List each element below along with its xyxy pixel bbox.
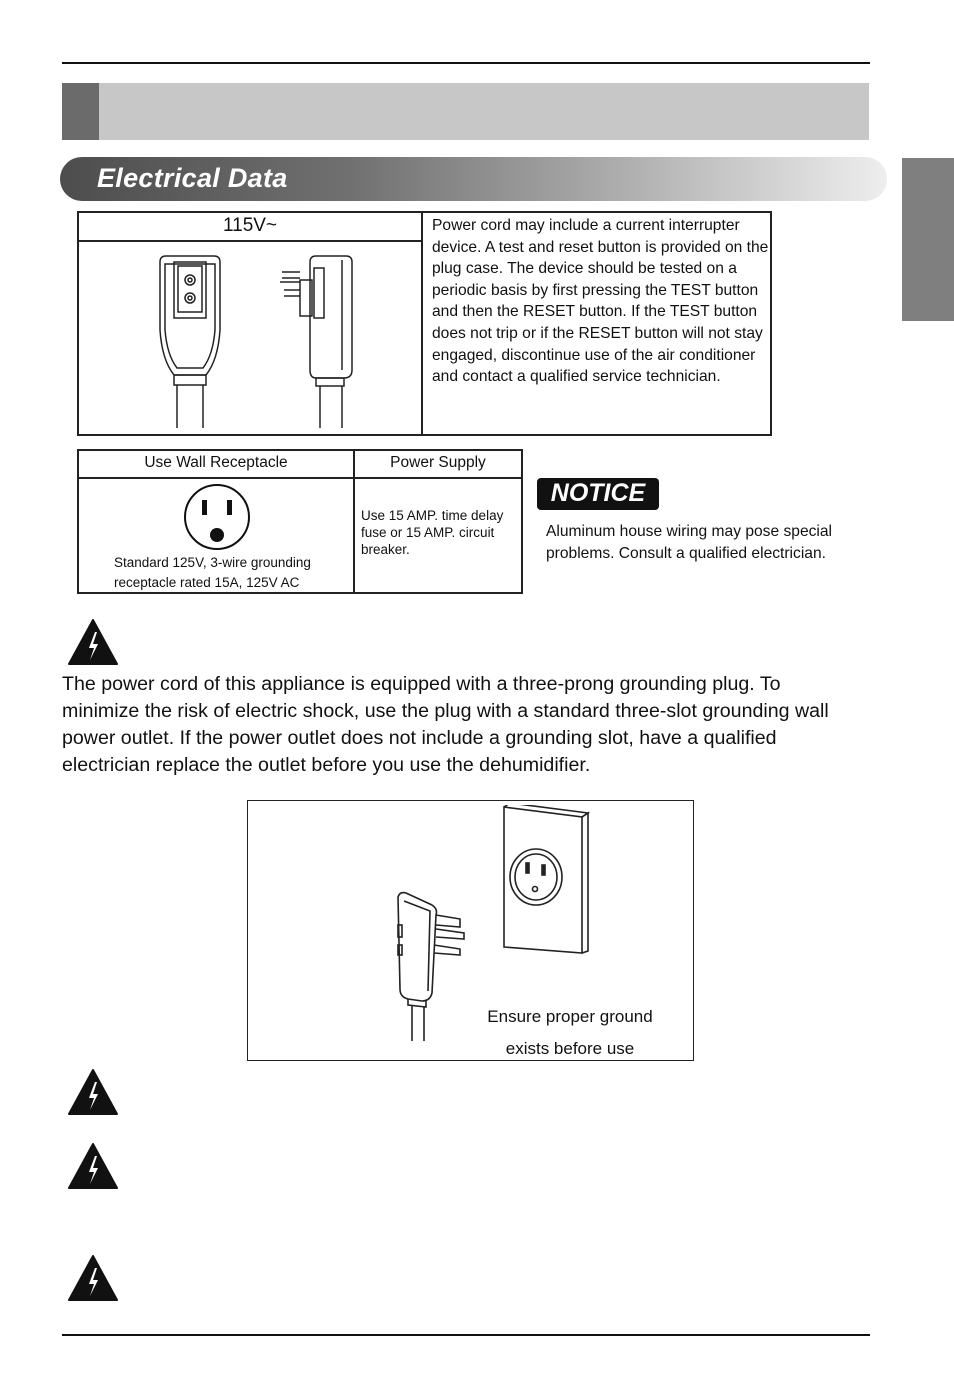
electric-shock-warning-icon xyxy=(67,1142,119,1190)
receptacle-caption: Standard 125V, 3-wire grounding receptacle rated 15A, 125V AC xyxy=(114,555,311,590)
power-supply-text: Use 15 AMP. time delay fuse or 15 AMP. circuit breaker. xyxy=(361,508,504,557)
plug-description: Power cord may include a current interrupter device. A test and reset button is provided on the plug case. The device should be tested on a periodic basis by first pressing the TEST button and then the RESET button. If the TEST button does not trip or if the RESET button will not stay engaged, discontinue use of the air conditioner and contact a qualified service technician. xyxy=(432,217,769,386)
receptacle-table-header-rule xyxy=(77,477,523,479)
plug-table-header-rule xyxy=(77,240,423,242)
grounding-paragraph: The power cord of this appliance is equipped with a three-prong grounding plug. To minimize the risk of electric shock, use the plug with a standard three-slot grounding wall power outlet. If the power outlet does not include a grounding slot, have a qualified electrician replace the outlet before you use the dehumidifier. xyxy=(62,673,829,776)
wall-receptacle-icon xyxy=(181,483,253,555)
notice-text: Aluminum house wiring may pose special problems. Consult a qualified electrician. xyxy=(546,523,833,562)
figure-caption-line-1: Ensure proper ground xyxy=(487,1007,653,1026)
section-title: Electrical Data xyxy=(97,163,288,193)
header-band xyxy=(62,83,869,140)
side-tab xyxy=(902,158,954,321)
power-supply-header: Power Supply xyxy=(390,454,486,471)
top-rule xyxy=(62,62,870,64)
figure-caption-line-2: exists before use xyxy=(505,1039,635,1058)
figure-caption xyxy=(460,1001,680,1065)
electric-shock-warning-icon xyxy=(67,1068,119,1116)
bottom-rule xyxy=(62,1334,870,1336)
plug-side-illustration xyxy=(272,250,362,430)
receptacle-header: Use Wall Receptacle xyxy=(144,454,288,471)
header-accent xyxy=(62,83,99,140)
plug-front-illustration xyxy=(150,250,230,430)
notice-label: NOTICE xyxy=(550,479,646,507)
electric-shock-warning-icon xyxy=(67,618,119,666)
voltage-label: 115V~ xyxy=(222,215,278,236)
plug-table-divider xyxy=(421,211,423,436)
electric-shock-warning-icon xyxy=(67,1254,119,1302)
